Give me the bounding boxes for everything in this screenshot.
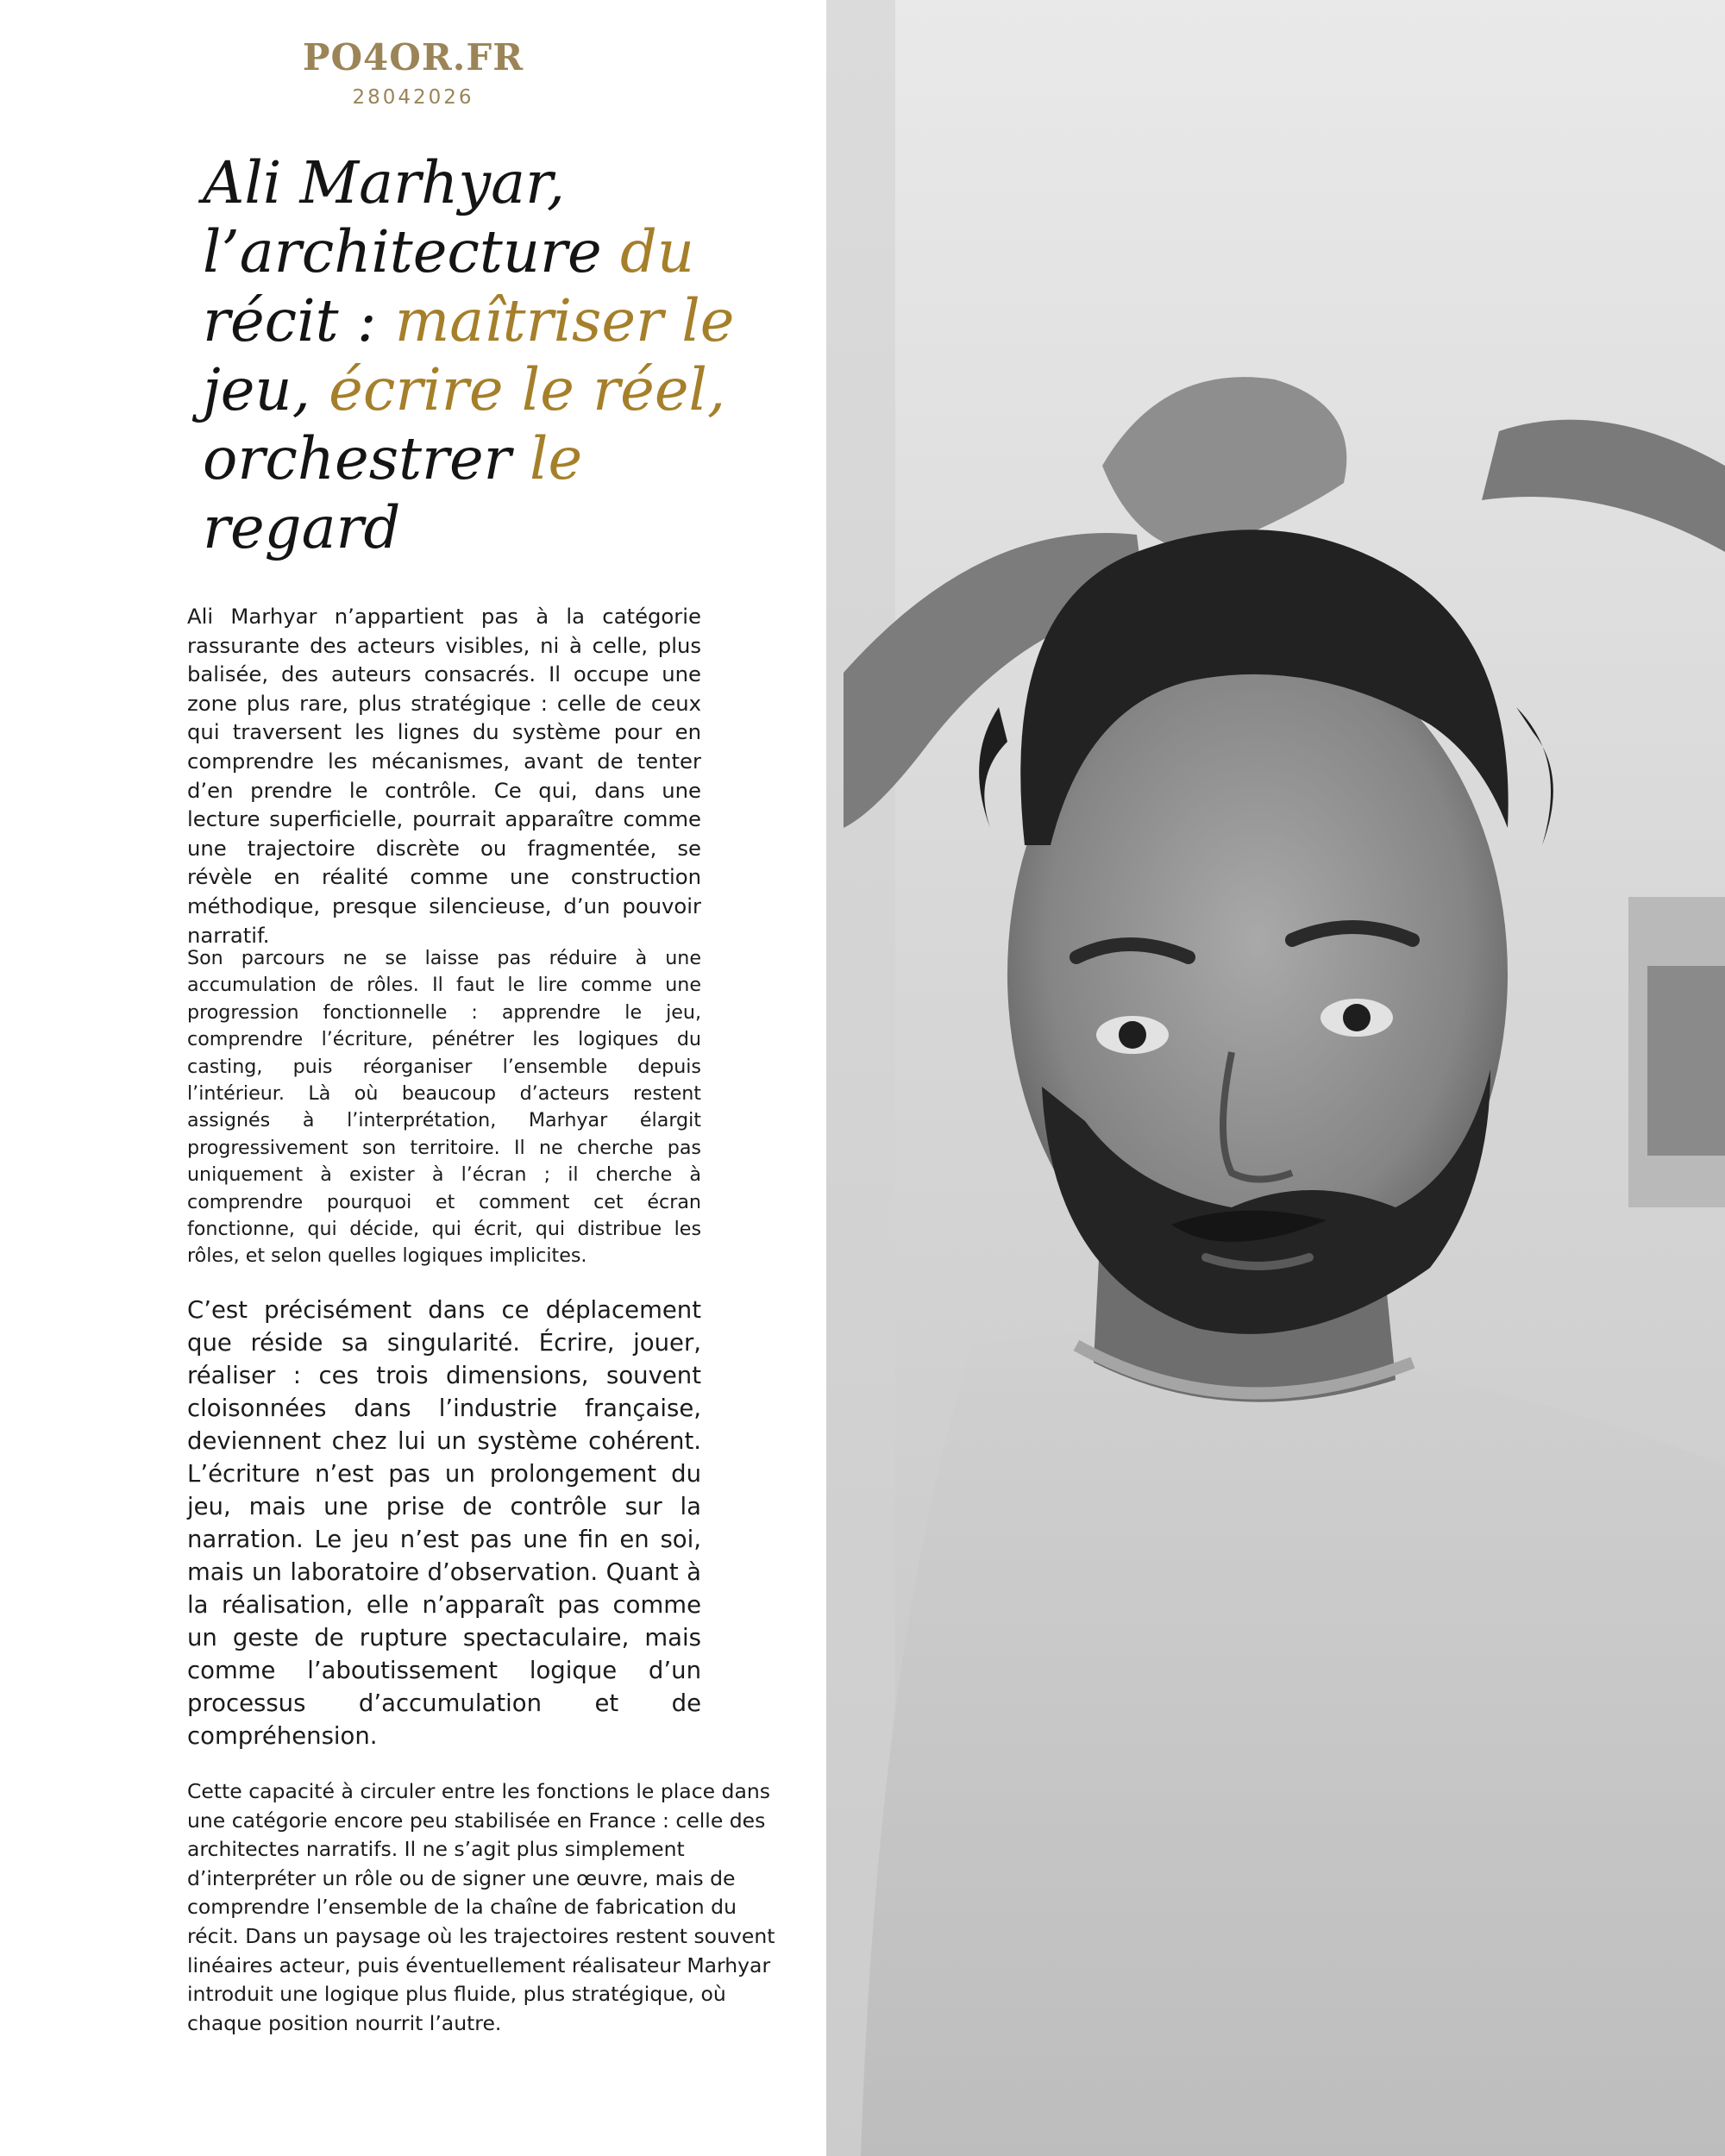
- article-paragraph-1: Ali Marhyar n’appartient pas à la catégorie rassurante des acteurs visibles, ni à celle, plus balisée, des auteurs consacrés. Il occupe une zone plus rare, plus stratégique : celle de ceux qui traversent les lignes du système pour en comprendre les mécanismes, avant de tenter d’en prendre le contrôle. Ce qui, dans une lecture superficielle, pourrait apparaître comme une trajectoire discrète ou fragmentée, se révèle en réalité comme une construction méthodique, presque silencieuse, d’un pouvoir narratif.: [187, 604, 701, 948]
- brand-logo[interactable]: PO4OR.FR: [302, 36, 524, 78]
- headline-part: du: [619, 218, 694, 285]
- white-shirt: [861, 1332, 1725, 2156]
- right-pupil: [1343, 1004, 1371, 1031]
- text-column: [0, 0, 826, 2156]
- article-headline: [203, 148, 755, 562]
- article-paragraph-4: Cette capacité à circuler entre les fonctions le place dans une catégorie encore peu stabilisée en France : celle des architectes narratifs. Il ne s’agit plus simplement d’interpréter un rôle ou de signer une œuvre, mais de comprendre l’ensemble de la chaîne de fabrication du récit. Dans un paysage où les trajectoires restent souvent linéaires acteur, puis éventuellement réalisateur Marhyar introduit une logique plus fluide, plus stratégique, où chaque position nourrit l’autre.: [187, 1779, 775, 2035]
- left-pupil: [1119, 1021, 1146, 1049]
- article-paragraph-2: Son parcours ne se laisse pas réduire à une accumulation de rôles. Il faut le lire comme une progression fonctionnelle : apprendre le jeu, comprendre l’écriture, pénétrer les logiques du casting, puis réorganiser l’ensemble depuis l’intérieur. Là où beaucoup d’acteurs restent assignés à l’interprétation, Marhyar élargit progressivement son territoire. Il ne cherche pas uniquement à exister à l’écran ; il cherche à comprendre pourquoi et comment cet écran fonctionne, qui décide, qui écrit, qui distribue les rôles, et selon quelles logiques implicites.: [187, 947, 701, 1268]
- portrait-illustration: [826, 0, 1725, 2156]
- headline-part: récit :: [203, 287, 395, 354]
- headline-part: regard: [203, 494, 401, 561]
- issue-number: 28042026: [352, 86, 474, 109]
- headline-part: orchestrer: [203, 425, 530, 492]
- headline-part: le: [530, 425, 583, 492]
- picture-frame: [1647, 966, 1725, 1156]
- headline-part: jeu,: [203, 356, 329, 423]
- article-paragraph-3: C’est précisément dans ce déplacement que réside sa singularité. Écrire, jouer, réaliser : ces trois dimensions, souvent cloisonnées dans l’industrie française, deviennent chez lui un système cohérent. L’écriture n’est pas un prolongement du jeu, mais une prise de contrôle sur la narration. Le jeu n’est pas une fin en soi, mais un laboratoire d’observation. Quant à la réalisation, elle n’apparaît pas comme un geste de rupture spectaculaire, mais comme l’aboutissement logique d’un processus d’accumulation et de compréhension.: [187, 1296, 701, 1750]
- portrait-photo: [826, 0, 1725, 2156]
- headline-part: l’architecture: [203, 218, 620, 285]
- headline-part: écrire le réel,: [329, 356, 726, 423]
- headline-part: Ali Marhyar,: [203, 149, 566, 216]
- headline-part: maîtriser le: [394, 287, 735, 354]
